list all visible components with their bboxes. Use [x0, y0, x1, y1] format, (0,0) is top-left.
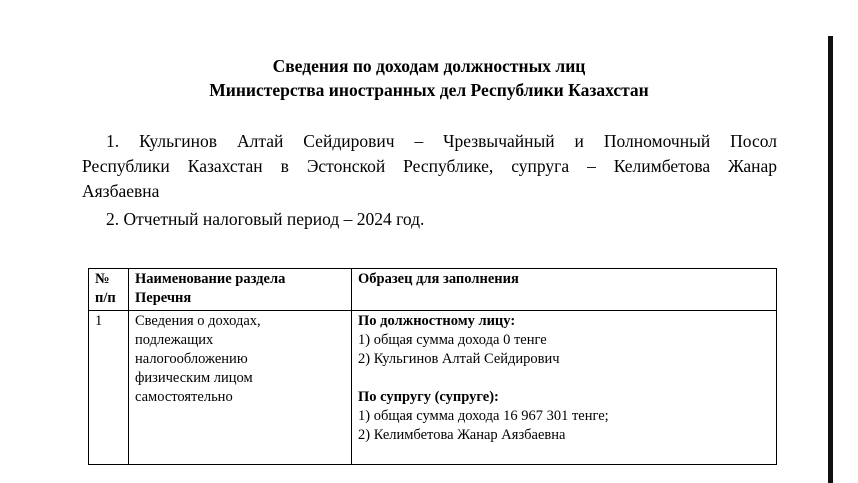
page-edge-bar — [828, 36, 833, 483]
table-header-row — [89, 269, 777, 311]
document-title-line1: Сведения по доходам должностных лиц — [272, 56, 586, 76]
official-name: 2) Кульгинов Алтай Сейдирович — [358, 351, 560, 367]
item-2-paragraph: 2. Отчетный налоговый период – 2024 год. — [106, 209, 425, 229]
row-sample — [352, 311, 777, 465]
income-table — [88, 268, 777, 465]
row-section-line: налогообложению — [135, 351, 248, 367]
header-number-line2: п/п — [95, 290, 116, 306]
spouse-heading: По супругу (супруге): — [358, 389, 499, 405]
spouse-income: 1) общая сумма дохода 16 967 301 тенге; — [358, 408, 609, 424]
item-1-line1: 1. Кульгинов Алтай Сейдирович – Чрезвычайный и Полномочный Посол — [106, 131, 777, 151]
table-row — [89, 311, 777, 465]
header-number — [89, 269, 129, 311]
row-number: 1 — [89, 311, 129, 465]
header-section-line2: Перечня — [135, 290, 192, 306]
item-1-paragraph — [82, 129, 777, 204]
header-number-line1: № — [95, 271, 110, 287]
official-heading: По должностному лицу: — [358, 313, 516, 329]
header-section — [129, 269, 352, 311]
header-section-line1: Наименование раздела — [135, 271, 286, 287]
row-section-line: подлежащих — [135, 332, 214, 348]
official-income: 1) общая сумма дохода 0 тенге — [358, 332, 547, 348]
document-title-line2: Министерства иностранных дел Республики Казахстан — [209, 80, 649, 100]
row-section-line: самостоятельно — [135, 389, 233, 405]
item-1-line3: Аязбаевна — [82, 181, 160, 201]
row-section-line: Сведения о доходах, — [135, 313, 261, 329]
row-section-line: физическим лицом — [135, 370, 253, 386]
row-sample-spacer — [358, 369, 770, 388]
header-sample: Образец для заполнения — [352, 269, 777, 311]
row-section — [129, 311, 352, 465]
item-1-line2: Республики Казахстан в Эстонской Республике, супруга – Келимбетова Жанар — [82, 156, 777, 176]
spouse-name: 2) Келимбетова Жанар Аязбаевна — [358, 427, 566, 443]
